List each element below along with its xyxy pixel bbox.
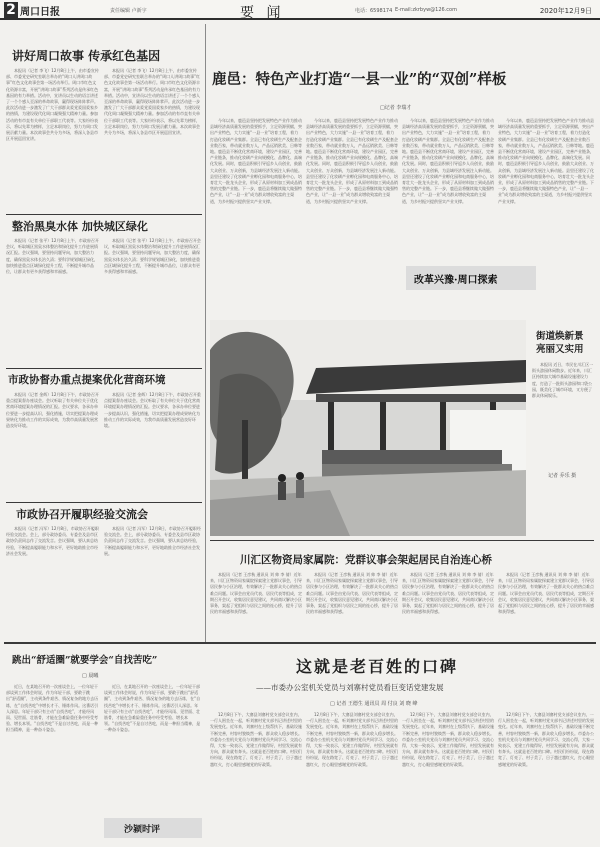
photo-caption: 本报讯 近日，市民在川汇区一街头游园休闲散步。近年来，川汇区持续加大城市基础设施建设力度，打造了一批街头游园和口袋公园，既美化了城市环境，又方便了群众休闲娱乐。 <box>532 362 594 399</box>
article-4-headline: 市政协召开履职经验交流会 <box>16 508 148 521</box>
article-7-body-col4: 12月8日下午，大寨县刘寨村党支部会议室内，一行人围坐在一起，听刘寨村党支部书记讲述村里的发展变化。近年来，刘寨村在上级帮扶下，基础设施不断完善，村容村貌焕然一新，群众收入稳步增长。市委办公室机关党员与刘寨村党员共同学习、交流心得，大家一致表示，党建工作做得好，村里发展就有方向，群众就有奔头。这就是老百姓的口碑。村民们纷纷说，现在路宽了、灯亮了、村子美了，日子越过越红火，打心眼里感谢党的好政策。 <box>498 712 594 767</box>
article-3-body-col2: 本报讯（记者 金辉）12月8日下午，市政协召开重点提案督办座谈会。会议听取了有关单位关于优化营商环境提案办理情况的汇报。会议要求，各承办单位要进一步提高认识，强化措施，切实把提案办理成果转化为推动工作的实际成效，为我市高质量发展营造良好环境。 <box>104 392 201 429</box>
article-2-body-col2: 本报讯（记者 张平）12月8日上午，市政府召开会议，听取城区黑臭水体整治和绿化提升工作进展情况汇报。会议强调，要坚持问题导向，加大整治力度，确保黑臭水体长治久清；要科学规划城区绿化，加快推进重点区域绿化提升工程，不断提升城市品位，让群众有更多获得感和幸福感。 <box>104 238 201 275</box>
article-3-body: 本报讯（记者 金辉）12月8日下午，市政协召开重点提案督办座谈会。会议听取了有关单位关于优化营商环境提案办理情况的汇报。会议要求，各承办单位要进一步提高认识，强化措施，切实把提案办理成果转化为推动工作的实际成效，为我市高质量发展营造良好环境。 <box>6 392 99 429</box>
separator <box>6 368 202 369</box>
issue-date: 2020年12月9日 <box>539 7 592 15</box>
article-1-headline: 讲好周口故事 传承红色基因 <box>12 49 161 63</box>
article-2-headline: 整治黑臭水体 加快城区绿化 <box>12 220 148 233</box>
reform-banner-text: 改革兴豫·周口探索 <box>414 275 498 286</box>
separator <box>6 214 202 215</box>
article-5-body-col4: 本报讯（记者 王彦秋 通讯员 刘 帅 李 倩）近年来，川汇区物资局家属院探索建立党群议事会，引导居民参与小区治理，有效解决了一批群众关心的热点难点问题。议事会由党员代表、居民代表等组成，定期召开会议，收集居民意见建议，共同商议解决小区事务，架起了党组织与居民之间的连心桥，提升了居民的幸福感和获得感。 <box>498 572 594 615</box>
article-7-body: 12月8日下午，大寨县刘寨村党支部会议室内，一行人围坐在一起，听刘寨村党支部书记讲述村里的发展变化。近年来，刘寨村在上级帮扶下，基础设施不断完善，村容村貌焕然一新，群众收入稳步增长。市委办公室机关党员与刘寨村党员共同学习、交流心得，大家一致表示，党建工作做得好，村里发展就有方向，群众就有奔头。这就是老百姓的口碑。村民们纷纷说，现在路宽了、灯亮了、村子美了，日子越过越红火，打心眼里感谢党的好政策。 <box>210 712 302 767</box>
article-6-byline: □ 晨曦 <box>82 673 99 679</box>
article-7-subheadline: ——市委办公室机关党员与刘寨村党员看巨变话党建发展 <box>256 683 444 692</box>
column-divider <box>205 24 206 644</box>
column-label: 沙颍时评 <box>124 825 161 835</box>
separator <box>210 540 594 541</box>
page-number: 2 <box>4 2 18 18</box>
article-1-body: 本报讯（记者 李飞）12月8日上午，由市委宣传部、市委党史研究室联合举办的“周口人讲周口故事”红色文化故事会第一场活动举行。周口市红色文化资源丰富，开展“讲周口故事”系列活动是传承红色基因的有力举措。活动中，宣讲员以生动的语言讲述了一个个感人至深的革命故事，赢得现场阵阵掌声。此次活动进一步激发了广大干部群众爱党爱国爱家乡的热情，为建设现代化周口凝聚强大精神力量。参加活动的有市直有关单位干部职工代表等。大家纷纷表示，将以先辈为榜样，立足本职岗位，努力为周口发展贡献力量。本次故事会共分为多场，将深入各县市区开展巡回宣讲。 <box>6 68 99 142</box>
article-5-headline: 川汇区物资局家属院：党群议事会架起居民自治连心桥 <box>240 554 492 566</box>
article-6-body-col2: 近日，在某地召开的一次座谈会上，一位年轻干部谈到工作体会时说，作为年轻干部，要敢于跳出“舒适圈”，主动到条件艰苦、情况复杂的地方去历练，在“自找苦吃”中增长才干、锤炼作风。这番话引人深思。年轻干部只有主动“自找苦吃”，才能经风雨、见世面、壮筋骨，才能在急难险重任务中经受考验、增长本领。“自找苦吃”不是自讨苦吃，而是一种担当精神，是一种奋斗姿态。 <box>104 684 201 733</box>
lead-body-col2: 今年以来，鹿邑县坚持把发展特色产业作为推动县域经济高质量发展的重要抓手，立足资源禀赋，突出产业特色，大力实施“一县一业”培育工程，着力打造化妆刷产业集群。全县已有化妆刷生产及配套企业数百家，带动就业数万人，产品远销欧美、日韩等地。鹿邑县不断优化营商环境，建设产业园区，完善产业链条，推动化妆刷产业向规模化、品牌化、高端化发展。同时，鹿邑县积极引导返乡人员创业，鼓励大众创业、万众创新，为县域经济发展注入新动能。县里还建设了化妆刷产业孵化园和电商服务中心，培育壮大一批龙头企业，形成了从原材料加工到成品销售的完整产业链。下一步，鹿邑县将继续做大做强特色产业，让“一县一业”成为群众增收致富的主渠道，为乡村振兴提供坚实产业支撑。 <box>306 118 398 204</box>
article-2-body: 本报讯（记者 张平）12月8日上午，市政府召开会议，听取城区黑臭水体整治和绿化提升工作进展情况汇报。会议强调，要坚持问题导向，加大整治力度，确保黑臭水体长治久清；要科学规划城区绿化，加快推进重点区域绿化提升工程，不断提升城市品位，让群众有更多获得感和幸福感。 <box>6 238 99 275</box>
article-4-body-col2: 本报讯（记者 冯军）12月8日，市政协召开履职经验交流会。会上，部分政协委员、专委会及县市区政协负责同志作了交流发言。会议强调，要认真总结经验，不断提高履职能力和水平，更好地助推全市经济社会发展。 <box>104 526 201 556</box>
article-5-body: 本报讯（记者 王彦秋 通讯员 刘 帅 李 倩）近年来，川汇区物资局家属院探索建立党群议事会，引导居民参与小区治理，有效解决了一批群众关心的热点难点问题。议事会由党员代表、居民代表等组成，定期召开会议，收集居民意见建议，共同商议解决小区事务，架起了党组织与居民之间的连心桥，提升了居民的幸福感和获得感。 <box>210 572 302 615</box>
article-3-headline: 市政协督办重点提案优化营商环境 <box>8 374 166 386</box>
photo-title: 街道焕新景 亮丽又实用 <box>536 331 584 355</box>
article-6-body: 近日，在某地召开的一次座谈会上，一位年轻干部谈到工作体会时说，作为年轻干部，要敢于跳出“舒适圈”，主动到条件艰苦、情况复杂的地方去历练，在“自找苦吃”中增长才干、锤炼作风。这番话引人深思。年轻干部只有主动“自找苦吃”，才能经风雨、见世面、壮筋骨，才能在急难险重任务中经受考验、增长本领。“自找苦吃”不是自讨苦吃，而是一种担当精神，是一种奋斗姿态。 <box>6 684 99 733</box>
paper-name: 周口日报 <box>20 7 60 18</box>
bottom-separator <box>4 642 596 644</box>
separator <box>6 502 202 503</box>
article-6-headline: 跳出“舒适圈”就要学会“自找苦吃” <box>12 655 158 666</box>
news-photo <box>210 320 526 536</box>
article-5-body-col3: 本报讯（记者 王彦秋 通讯员 刘 帅 李 倩）近年来，川汇区物资局家属院探索建立党群议事会，引导居民参与小区治理，有效解决了一批群众关心的热点难点问题。议事会由党员代表、居民代表等组成，定期召开会议，收集居民意见建议，共同商议解决小区事务，架起了党组织与居民之间的连心桥，提升了居民的幸福感和获得感。 <box>402 572 494 615</box>
email-address: E-mail:zkrbyw@126.com <box>395 7 457 13</box>
phone-number: 电话：6598174 <box>355 8 393 14</box>
article-4-body: 本报讯（记者 冯军）12月8日，市政协召开履职经验交流会。会上，部分政协委员、专委会及县市区政协负责同志作了交流发言。会议强调，要认真总结经验，不断提高履职能力和水平，更好地助推全市经济社会发展。 <box>6 526 99 556</box>
article-1-body-col2: 本报讯（记者 李飞）12月8日上午，由市委宣传部、市委党史研究室联合举办的“周口人讲周口故事”红色文化故事会第一场活动举行。周口市红色文化资源丰富，开展“讲周口故事”系列活动是传承红色基因的有力举措。活动中，宣讲员以生动的语言讲述了一个个感人至深的革命故事，赢得现场阵阵掌声。此次活动进一步激发了广大干部群众爱党爱国爱家乡的热情，为建设现代化周口凝聚强大精神力量。参加活动的有市直有关单位干部职工代表等。大家纷纷表示，将以先辈为榜样，立足本职岗位，努力为周口发展贡献力量。本次故事会共分为多场，将深入各县市区开展巡回宣讲。 <box>104 68 201 136</box>
masthead-bar <box>0 0 600 20</box>
lead-body-col4: 今年以来，鹿邑县坚持把发展特色产业作为推动县域经济高质量发展的重要抓手，立足资源禀赋，突出产业特色，大力实施“一县一业”培育工程，着力打造化妆刷产业集群。全县已有化妆刷生产及配套企业数百家，带动就业数万人，产品远销欧美、日韩等地。鹿邑县不断优化营商环境，建设产业园区，完善产业链条，推动化妆刷产业向规模化、品牌化、高端化发展。同时，鹿邑县积极引导返乡人员创业，鼓励大众创业、万众创新，为县域经济发展注入新动能。县里还建设了化妆刷产业孵化园和电商服务中心，培育壮大一批龙头企业，形成了从原材料加工到成品销售的完整产业链。下一步，鹿邑县将继续做大做强特色产业，让“一县一业”成为群众增收致富的主渠道，为乡村振兴提供坚实产业支撑。 <box>498 118 594 204</box>
lead-headline: 鹿邑：特色产业打造“一县一业”的“双创”样板 <box>212 71 507 88</box>
article-5-body-col2: 本报讯（记者 王彦秋 通讯员 刘 帅 李 倩）近年来，川汇区物资局家属院探索建立党群议事会，引导居民参与小区治理，有效解决了一批群众关心的热点难点问题。议事会由党员代表、居民代表等组成，定期召开会议，收集居民意见建议，共同商议解决小区事务，架起了党组织与居民之间的连心桥，提升了居民的幸福感和获得感。 <box>306 572 398 615</box>
pavilion-photo <box>210 320 526 536</box>
photo-credit: 记者 乔乐 摄 <box>548 473 577 479</box>
lead-body: 今年以来，鹿邑县坚持把发展特色产业作为推动县域经济高质量发展的重要抓手，立足资源禀赋，突出产业特色，大力实施“一县一业”培育工程，着力打造化妆刷产业集群。全县已有化妆刷生产及配套企业数百家，带动就业数万人，产品远销欧美、日韩等地。鹿邑县不断优化营商环境，建设产业园区，完善产业链条，推动化妆刷产业向规模化、品牌化、高端化发展。同时，鹿邑县积极引导返乡人员创业，鼓励大众创业、万众创新，为县域经济发展注入新动能。县里还建设了化妆刷产业孵化园和电商服务中心，培育壮大一批龙头企业，形成了从原材料加工到成品销售的完整产业链。下一步，鹿邑县将继续做大做强特色产业，让“一县一业”成为群众增收致富的主渠道，为乡村振兴提供坚实产业支撑。 <box>210 118 302 204</box>
article-7-body-col2: 12月8日下午，大寨县刘寨村党支部会议室内，一行人围坐在一起，听刘寨村党支部书记讲述村里的发展变化。近年来，刘寨村在上级帮扶下，基础设施不断完善，村容村貌焕然一新，群众收入稳步增长。市委办公室机关党员与刘寨村党员共同学习、交流心得，大家一致表示，党建工作做得好，村里发展就有方向，群众就有奔头。这就是老百姓的口碑。村民们纷纷说，现在路宽了、灯亮了、村子美了，日子越过越红火，打心眼里感谢党的好政策。 <box>306 712 398 767</box>
article-7-headline: 这就是老百姓的口碑 <box>296 657 459 676</box>
article-7-byline: □ 记者 王德生 通讯员 周 付良 刘 晓 峰 <box>330 701 418 707</box>
lead-body-col3: 今年以来，鹿邑县坚持把发展特色产业作为推动县域经济高质量发展的重要抓手，立足资源禀赋，突出产业特色，大力实施“一县一业”培育工程，着力打造化妆刷产业集群。全县已有化妆刷生产及配套企业数百家，带动就业数万人，产品远销欧美、日韩等地。鹿邑县不断优化营商环境，建设产业园区，完善产业链条，推动化妆刷产业向规模化、品牌化、高端化发展。同时，鹿邑县积极引导返乡人员创业，鼓励大众创业、万众创新，为县域经济发展注入新动能。县里还建设了化妆刷产业孵化园和电商服务中心，培育壮大一批龙头企业，形成了从原材料加工到成品销售的完整产业链。下一步，鹿邑县将继续做大做强特色产业，让“一县一业”成为群众增收致富的主渠道，为乡村振兴提供坚实产业支撑。 <box>402 118 494 204</box>
section-title: 要 闻 <box>240 5 285 21</box>
lead-byline: □记者 李瑞才 <box>380 105 412 111</box>
article-7-body-col3: 12月8日下午，大寨县刘寨村党支部会议室内，一行人围坐在一起，听刘寨村党支部书记讲述村里的发展变化。近年来，刘寨村在上级帮扶下，基础设施不断完善，村容村貌焕然一新，群众收入稳步增长。市委办公室机关党员与刘寨村党员共同学习、交流心得，大家一致表示，党建工作做得好，村里发展就有方向，群众就有奔头。这就是老百姓的口碑。村民们纷纷说，现在路宽了、灯亮了、村子美了，日子越过越红火，打心眼里感谢党的好政策。 <box>402 712 494 767</box>
editor-credit: 责任编辑 卢新宇 <box>110 8 147 14</box>
